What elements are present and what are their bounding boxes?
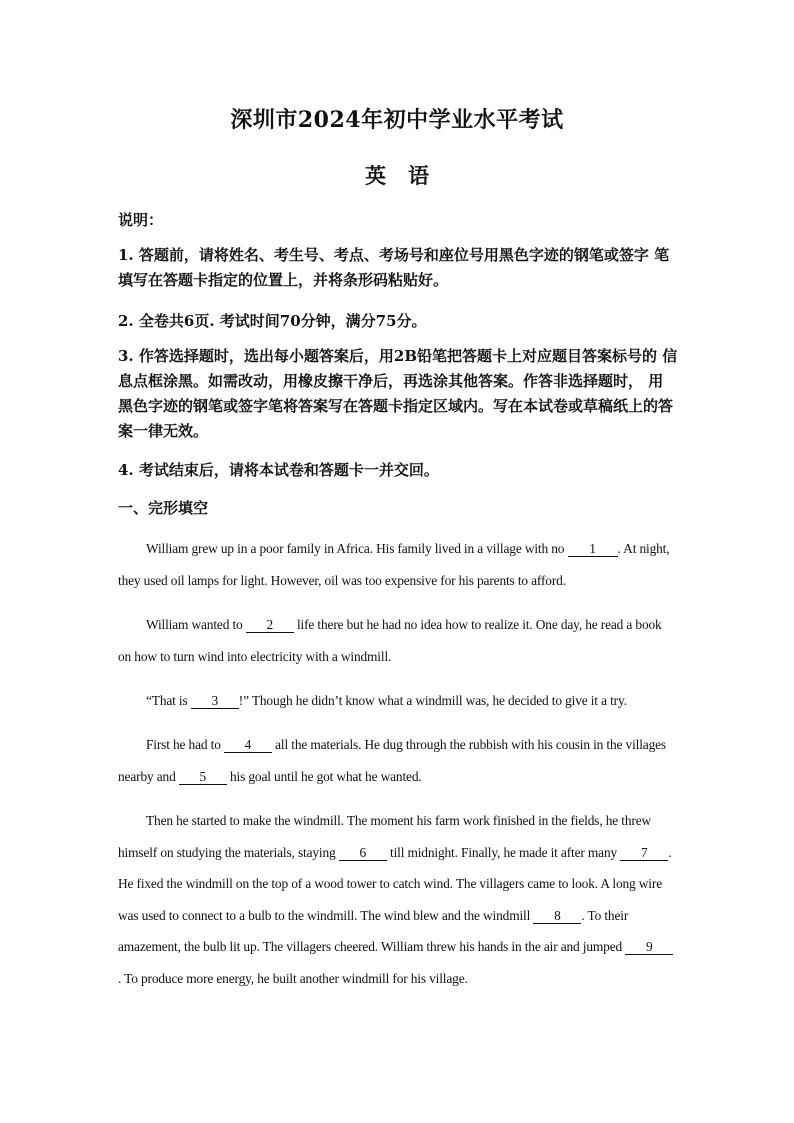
instruction-item: 3. 作答选择题时，选出每小题答案后，用2B铅笔把答题卡上对应题目答案标号的 信息点框涂黑。如需改动，用橡皮擦干净后，再选涂其他答案。作答非选择题时， 用黑色字迹的钢笔或签字笔将答案写在答题卡指定区域内。写在本试卷或草稿纸上的答案一律无效。 — [118, 347, 678, 440]
instructions-heading: 说明： — [118, 211, 164, 229]
answer-blank-7: 7 — [620, 846, 668, 861]
exam-title: 深圳市2024年初中学业水平考试 — [230, 107, 564, 133]
passage-text: . At night, they used oil lamps for light. However, oil was too expensive for his parents to afford. — [118, 541, 670, 588]
passage-paragraph — [118, 609, 674, 672]
answer-blank-3: 3 — [191, 694, 239, 709]
passage-text: William grew up in a poor family in Africa. His family lived in a village with no — [146, 541, 568, 556]
passage-text: till midnight. Finally, he made it after many — [386, 844, 621, 860]
instruction-item: 2. 全卷共6页. 考试时间70分钟，满分75分。 — [118, 312, 427, 330]
passage-text: life there but he had no idea how to realize it. One day, he read a book on how to turn wind into electricity with a windmill. — [118, 617, 662, 664]
answer-blank-9: 9 — [625, 940, 673, 955]
subject-title: 英语 — [365, 163, 451, 188]
passage-paragraph — [118, 729, 674, 792]
answer-blank-4: 4 — [224, 738, 272, 753]
passage-text: . To produce more energy, he built another windmill for his village. — [118, 970, 468, 986]
passage-text: First he had to — [146, 737, 224, 752]
instruction-item: 4. 考试结束后，请将本试卷和答题卡一并交回。 — [118, 461, 439, 479]
passage-text: !” Though he didn’t know what a windmill was, he decided to give it a try. — [238, 693, 627, 708]
answer-blank-2: 2 — [246, 618, 294, 633]
passage-text: all the materials. He dug through the rubbish with his cousin in the villages nearby and — [118, 737, 666, 784]
passage-text: his goal until he got what he wanted. — [226, 768, 422, 784]
passage-text: William wanted to — [146, 617, 246, 632]
passage-paragraph — [118, 685, 674, 717]
passage-paragraph — [118, 533, 674, 596]
passage-paragraph — [118, 805, 674, 994]
answer-blank-5: 5 — [179, 770, 227, 785]
passage-text: . To their amazement, the bulb lit up. The villagers cheered. William threw his hands in the air and jumped — [118, 907, 629, 954]
passage-text: Then he started to make the windmill. The moment his farm work finished in the fields, he threw himself on studying the materials, staying — [118, 813, 652, 860]
answer-blank-8: 8 — [533, 909, 581, 924]
passage-text: “That is — [146, 693, 191, 708]
answer-blank-6: 6 — [339, 846, 387, 861]
instruction-item: 1. 答题前，请将姓名、考生号、考点、考场号和座位号用黑色字迹的钢笔或签字 笔填写在答题卡指定的位置上，并将条形码粘贴好。 — [118, 246, 670, 289]
answer-blank-1: 1 — [568, 542, 618, 557]
section-heading: 一、完形填空 — [118, 499, 209, 517]
passage-text: . He fixed the windmill on the top of a wood tower to catch wind. The villagers came to look. A long wire was used to connect to a bulb to the windmill. The wind blew and the windmill — [118, 844, 672, 923]
